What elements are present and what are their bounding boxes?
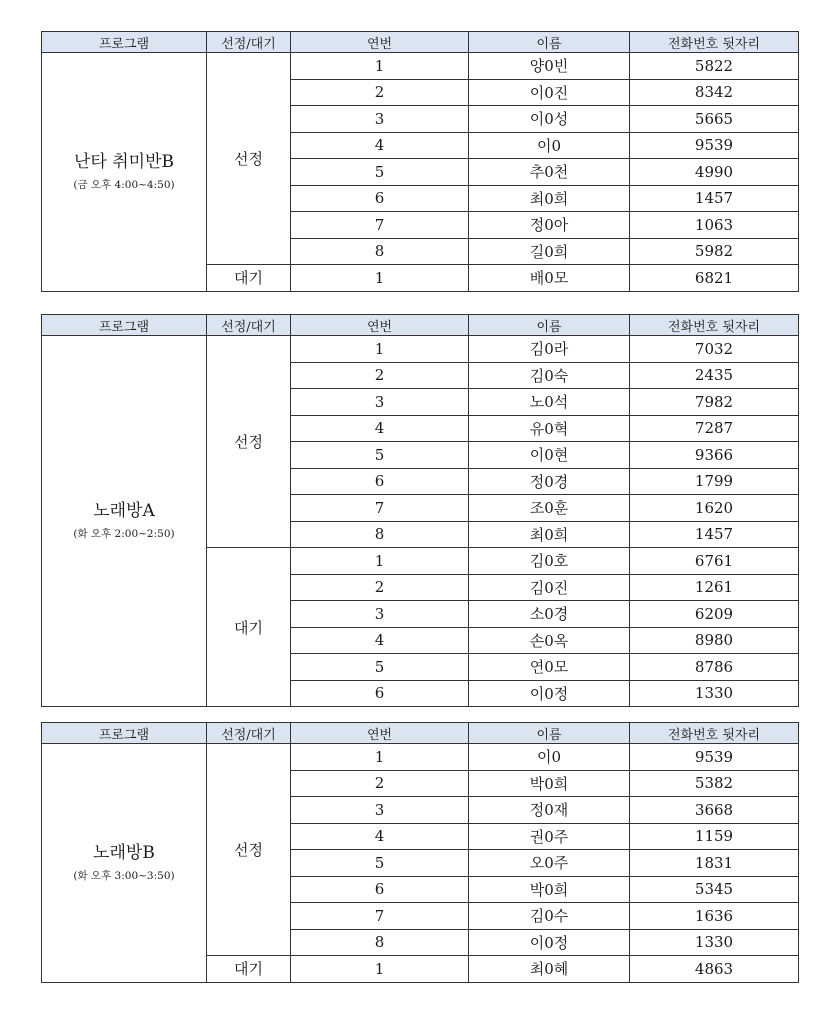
- row-number: 5: [291, 654, 469, 681]
- row-name: 김0라: [469, 336, 630, 363]
- status-cell: 선정: [207, 336, 291, 548]
- row-name: 최0희: [469, 521, 630, 548]
- row-phone: 6761: [630, 548, 799, 575]
- row-name: 유0혁: [469, 415, 630, 442]
- row-number: 2: [291, 362, 469, 389]
- row-name: 이0현: [469, 442, 630, 469]
- row-number: 7: [291, 495, 469, 522]
- status-cell: 선정: [207, 53, 291, 265]
- header-phone: 전화번호 뒷자리: [630, 315, 799, 336]
- header-name: 이름: [469, 723, 630, 744]
- header-status: 선정/대기: [207, 723, 291, 744]
- table-row: [42, 53, 799, 80]
- row-number: 4: [291, 627, 469, 654]
- row-phone: 4863: [630, 956, 799, 983]
- header-program: 프로그램: [42, 723, 207, 744]
- row-phone: 6209: [630, 601, 799, 628]
- row-number: 5: [291, 159, 469, 186]
- header-number: 연번: [291, 32, 469, 53]
- row-number: 6: [291, 185, 469, 212]
- row-phone: 5382: [630, 770, 799, 797]
- row-phone: 7287: [630, 415, 799, 442]
- row-phone: 9539: [630, 744, 799, 771]
- row-name: 김0수: [469, 903, 630, 930]
- program-time: (화 오후 2:00~2:50): [73, 528, 175, 540]
- header-name: 이름: [469, 315, 630, 336]
- row-phone: 9366: [630, 442, 799, 469]
- row-number: 3: [291, 797, 469, 824]
- program-time: (금 오후 4:00~4:50): [73, 178, 175, 191]
- table-header-row: [42, 723, 799, 744]
- row-number: 1: [291, 548, 469, 575]
- status-cell: 대기: [207, 265, 291, 292]
- row-phone: 1457: [630, 521, 799, 548]
- row-phone: 8980: [630, 627, 799, 654]
- row-name: 김0숙: [469, 362, 630, 389]
- row-phone: 9539: [630, 132, 799, 159]
- table-header-row: [42, 315, 799, 336]
- row-name: 정0재: [469, 797, 630, 824]
- schedule-table: [41, 722, 799, 983]
- row-number: 4: [291, 132, 469, 159]
- row-name: 배0모: [469, 265, 630, 292]
- row-phone: 8786: [630, 654, 799, 681]
- row-phone: 1831: [630, 850, 799, 877]
- row-number: 6: [291, 468, 469, 495]
- row-number: 1: [291, 956, 469, 983]
- row-phone: 6821: [630, 265, 799, 292]
- schedule-table: [41, 314, 799, 707]
- program-time: (화 오후 3:00~3:50): [73, 869, 175, 882]
- row-number: 8: [291, 238, 469, 265]
- header-number: 연번: [291, 315, 469, 336]
- program-cell: [42, 336, 207, 707]
- schedule-table: [41, 31, 799, 292]
- row-name: 이0정: [469, 929, 630, 956]
- row-number: 1: [291, 336, 469, 363]
- row-phone: 5822: [630, 53, 799, 80]
- row-number: 5: [291, 442, 469, 469]
- row-phone: 1457: [630, 185, 799, 212]
- row-number: 1: [291, 744, 469, 771]
- row-name: 김0진: [469, 574, 630, 601]
- row-phone: 1159: [630, 823, 799, 850]
- program-cell: [42, 53, 207, 292]
- program-name: 난타 취미반B: [73, 151, 174, 172]
- row-number: 7: [291, 212, 469, 239]
- table-row: [42, 336, 799, 363]
- row-number: 2: [291, 79, 469, 106]
- row-name: 조0훈: [469, 495, 630, 522]
- row-number: 6: [291, 876, 469, 903]
- status-cell: 대기: [207, 956, 291, 983]
- header-phone: 전화번호 뒷자리: [630, 32, 799, 53]
- row-phone: 2435: [630, 362, 799, 389]
- row-name: 연0모: [469, 654, 630, 681]
- row-name: 이0성: [469, 106, 630, 133]
- row-name: 오0주: [469, 850, 630, 877]
- row-name: 노0석: [469, 389, 630, 416]
- program-cell: [42, 744, 207, 983]
- row-name: 최0혜: [469, 956, 630, 983]
- row-name: 이0: [469, 132, 630, 159]
- row-phone: 5345: [630, 876, 799, 903]
- row-phone: 5665: [630, 106, 799, 133]
- row-name: 추0천: [469, 159, 630, 186]
- row-phone: 7032: [630, 336, 799, 363]
- row-phone: 1636: [630, 903, 799, 930]
- row-phone: 4990: [630, 159, 799, 186]
- row-number: 3: [291, 106, 469, 133]
- row-name: 권0주: [469, 823, 630, 850]
- row-number: 2: [291, 574, 469, 601]
- header-program: 프로그램: [42, 32, 207, 53]
- header-phone: 전화번호 뒷자리: [630, 723, 799, 744]
- header-program: 프로그램: [42, 315, 207, 336]
- header-status: 선정/대기: [207, 315, 291, 336]
- row-phone: 7982: [630, 389, 799, 416]
- row-number: 1: [291, 53, 469, 80]
- row-name: 양0빈: [469, 53, 630, 80]
- row-phone: 1063: [630, 212, 799, 239]
- status-cell: 대기: [207, 548, 291, 707]
- row-name: 정0아: [469, 212, 630, 239]
- row-name: 박0희: [469, 876, 630, 903]
- row-number: 4: [291, 415, 469, 442]
- row-name: 김0호: [469, 548, 630, 575]
- row-number: 8: [291, 929, 469, 956]
- row-number: 2: [291, 770, 469, 797]
- row-name: 박0희: [469, 770, 630, 797]
- row-phone: 8342: [630, 79, 799, 106]
- row-name: 이0정: [469, 680, 630, 707]
- header-number: 연번: [291, 723, 469, 744]
- row-number: 5: [291, 850, 469, 877]
- row-number: 8: [291, 521, 469, 548]
- row-name: 길0희: [469, 238, 630, 265]
- row-number: 3: [291, 601, 469, 628]
- row-name: 이0진: [469, 79, 630, 106]
- row-number: 7: [291, 903, 469, 930]
- table-row: [42, 744, 799, 771]
- program-name: 노래방A: [93, 501, 155, 521]
- program-name: 노래방B: [93, 842, 155, 863]
- row-number: 4: [291, 823, 469, 850]
- row-number: 6: [291, 680, 469, 707]
- row-phone: 1261: [630, 574, 799, 601]
- row-phone: 1620: [630, 495, 799, 522]
- row-name: 소0경: [469, 601, 630, 628]
- header-name: 이름: [469, 32, 630, 53]
- row-phone: 3668: [630, 797, 799, 824]
- row-phone: 1799: [630, 468, 799, 495]
- row-name: 손0옥: [469, 627, 630, 654]
- row-number: 1: [291, 265, 469, 292]
- row-phone: 5982: [630, 238, 799, 265]
- row-name: 정0경: [469, 468, 630, 495]
- row-phone: 1330: [630, 929, 799, 956]
- row-name: 이0: [469, 744, 630, 771]
- row-phone: 1330: [630, 680, 799, 707]
- status-cell: 선정: [207, 744, 291, 956]
- header-status: 선정/대기: [207, 32, 291, 53]
- row-name: 최0희: [469, 185, 630, 212]
- table-header-row: [42, 32, 799, 53]
- row-number: 3: [291, 389, 469, 416]
